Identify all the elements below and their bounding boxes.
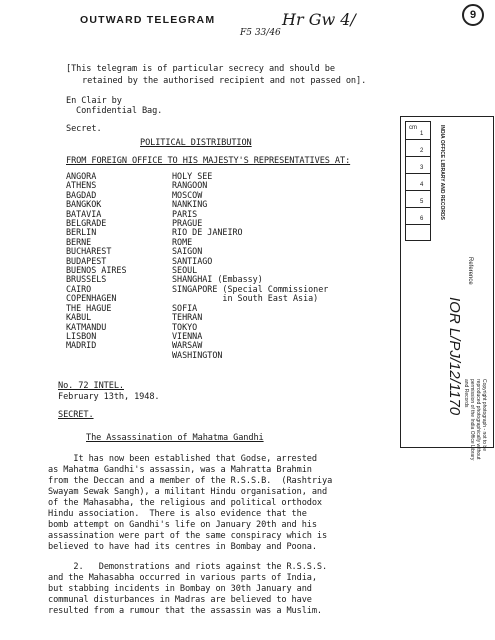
- post-item: BERNE: [66, 236, 92, 247]
- paragraph-2: [48, 562, 327, 617]
- secret-label: Secret.: [66, 124, 102, 134]
- post-item: BUCHAREST: [66, 246, 112, 257]
- reference-label: Reference: [467, 257, 473, 285]
- post-item: CAIRO: [66, 283, 92, 294]
- ruler-label: 4: [420, 182, 424, 188]
- secret-label-2: SECRET.: [58, 410, 94, 420]
- post-item: SANTIAGO: [172, 255, 213, 266]
- post-item: TEHRAN: [172, 312, 203, 323]
- paragraph-line: Hindu association. There is also evidence that the: [48, 509, 307, 519]
- handwritten-reference: F5 33/46: [240, 28, 281, 38]
- ruler-tick: [406, 173, 430, 174]
- paragraph-line: bomb attempt on Gandhi's life on January 20th and his: [48, 520, 317, 530]
- post-item: BAGDAD: [66, 189, 97, 200]
- copyright-line: and Records: [463, 379, 469, 408]
- clair-line-2: Confidential Bag.: [76, 106, 163, 116]
- copyright-line: permission of the India Office Library: [469, 379, 475, 461]
- ruler-label: 3: [420, 165, 424, 171]
- telegram-number: No. 72 INTEL.: [58, 381, 124, 391]
- posts-left-column: [66, 172, 127, 351]
- copyright-notice: [463, 379, 487, 460]
- post-item: BRUSSELS: [66, 274, 107, 285]
- post-item: ATHENS: [66, 180, 97, 191]
- post-item: BUENOS AIRES: [66, 265, 127, 276]
- post-item: BANGKOK: [66, 199, 102, 210]
- post-item: SHANGHAI (Embassy): [172, 274, 263, 285]
- paragraph-line: believed to have had its centres in Bombay and Poona.: [48, 542, 317, 552]
- from-line: FROM FOREIGN OFFICE TO HIS MAJESTY'S REPRESENTATIVES AT:: [66, 156, 351, 166]
- ruler-label: 1: [420, 131, 424, 137]
- ruler-label: 6: [420, 216, 424, 222]
- ruler-label: 2: [420, 148, 424, 154]
- posts-right-column: [172, 172, 328, 360]
- post-item: PRAGUE: [172, 218, 203, 229]
- post-item: THE HAGUE: [66, 302, 112, 313]
- ruler-tick: [406, 207, 430, 208]
- subject-heading: The Assassination of Mahatma Gandhi: [86, 433, 264, 443]
- paragraph-line: of the Mahasabha, the religious and political orthodox: [48, 498, 322, 508]
- post-item: VIENNA: [172, 330, 203, 341]
- post-item: SAIGON: [172, 246, 203, 257]
- post-item: SINGAPORE (Special Commissioner: [172, 283, 329, 294]
- post-item: BERLIN: [66, 227, 97, 238]
- ruler-label: 5: [420, 199, 424, 205]
- telegram-date: February 13th, 1948.: [58, 392, 160, 402]
- paragraph-line: It has now been established that Godse, arrested: [48, 454, 317, 464]
- paragraph-1: [48, 454, 332, 553]
- distribution-title: POLITICAL DISTRIBUTION: [140, 138, 252, 148]
- paragraph-line: as Mahatma Gandhi's assassin, was a Mahratta Brahmin: [48, 465, 312, 475]
- post-item: NANKING: [172, 199, 208, 210]
- post-item: ROME: [172, 236, 193, 247]
- copyright-line: Copyright photograph - not to be: [481, 379, 487, 451]
- post-item: HOLY SEE: [172, 171, 213, 181]
- post-item: KABUL: [66, 312, 92, 323]
- post-item: COPENHAGEN: [66, 293, 117, 304]
- post-item: LISBON: [66, 330, 97, 341]
- cm-ruler: [405, 121, 431, 241]
- handwritten-signature: Hr Gw 4/: [282, 10, 356, 29]
- post-item: BELGRADE: [66, 218, 107, 229]
- post-item: WASHINGTON: [172, 349, 223, 360]
- archive-stamp: [400, 116, 494, 461]
- clair-line-1: En Clair by: [66, 96, 122, 106]
- post-item: MADRID: [66, 340, 97, 351]
- paragraph-line: but stabbing incidents in Bombay on 30th January and: [48, 584, 312, 594]
- paragraph-line: and the Mahasabha occurred in various parts of India,: [48, 573, 317, 583]
- copyright-line: reproduced photographically without: [475, 379, 481, 460]
- secrecy-note-line-2: retained by the authorised recipient and not passed on].: [82, 76, 367, 86]
- post-item: SOFIA: [172, 302, 198, 313]
- post-item: in South East Asia): [172, 293, 319, 304]
- ruler-tick: [406, 156, 430, 157]
- ruler-unit-label: cm: [409, 125, 417, 131]
- post-item: ANGORA: [66, 171, 97, 181]
- secrecy-note-line-1: [This telegram is of particular secrecy and should be: [66, 64, 335, 74]
- paragraph-line: Swayam Sewak Sangh), a militant Hindu organisation, and: [48, 487, 328, 497]
- ruler-tick: [406, 190, 430, 191]
- post-item: PARIS: [172, 208, 198, 219]
- post-item: BUDAPEST: [66, 255, 107, 266]
- paragraph-line: from the Deccan and a member of the R.S.S.B. (Rashtriya: [48, 476, 333, 486]
- post-item: TOKYO: [172, 321, 198, 332]
- post-item: SEOUL: [172, 265, 198, 276]
- paragraph-line: resulted from a rumour that the assassin was a Muslim.: [48, 606, 322, 616]
- post-item: RIO DE JANEIRO: [172, 227, 243, 238]
- post-item: MOSCOW: [172, 189, 203, 200]
- page-number-badge: 9: [462, 4, 484, 26]
- post-item: WARSAW: [172, 340, 203, 351]
- ruler-tick: [406, 139, 430, 140]
- paragraph-line: 2. Demonstrations and riots against the R.S.S.S.: [48, 562, 328, 572]
- telegram-title: OUTWARD TELEGRAM: [80, 14, 216, 26]
- paragraph-line: communal disturbances in Madras are believed to have: [48, 595, 312, 605]
- ruler-tick: [406, 224, 430, 225]
- post-item: KATMANDU: [66, 321, 107, 332]
- post-item: BATAVIA: [66, 208, 102, 219]
- paragraph-line: assassination were part of the same conspiracy which is: [48, 531, 328, 541]
- post-item: RANGOON: [172, 180, 208, 191]
- library-label: INDIA OFFICE LIBRARY AND RECORDS: [439, 125, 445, 220]
- reference-value: IOR L/PJ/12/1170: [446, 297, 463, 416]
